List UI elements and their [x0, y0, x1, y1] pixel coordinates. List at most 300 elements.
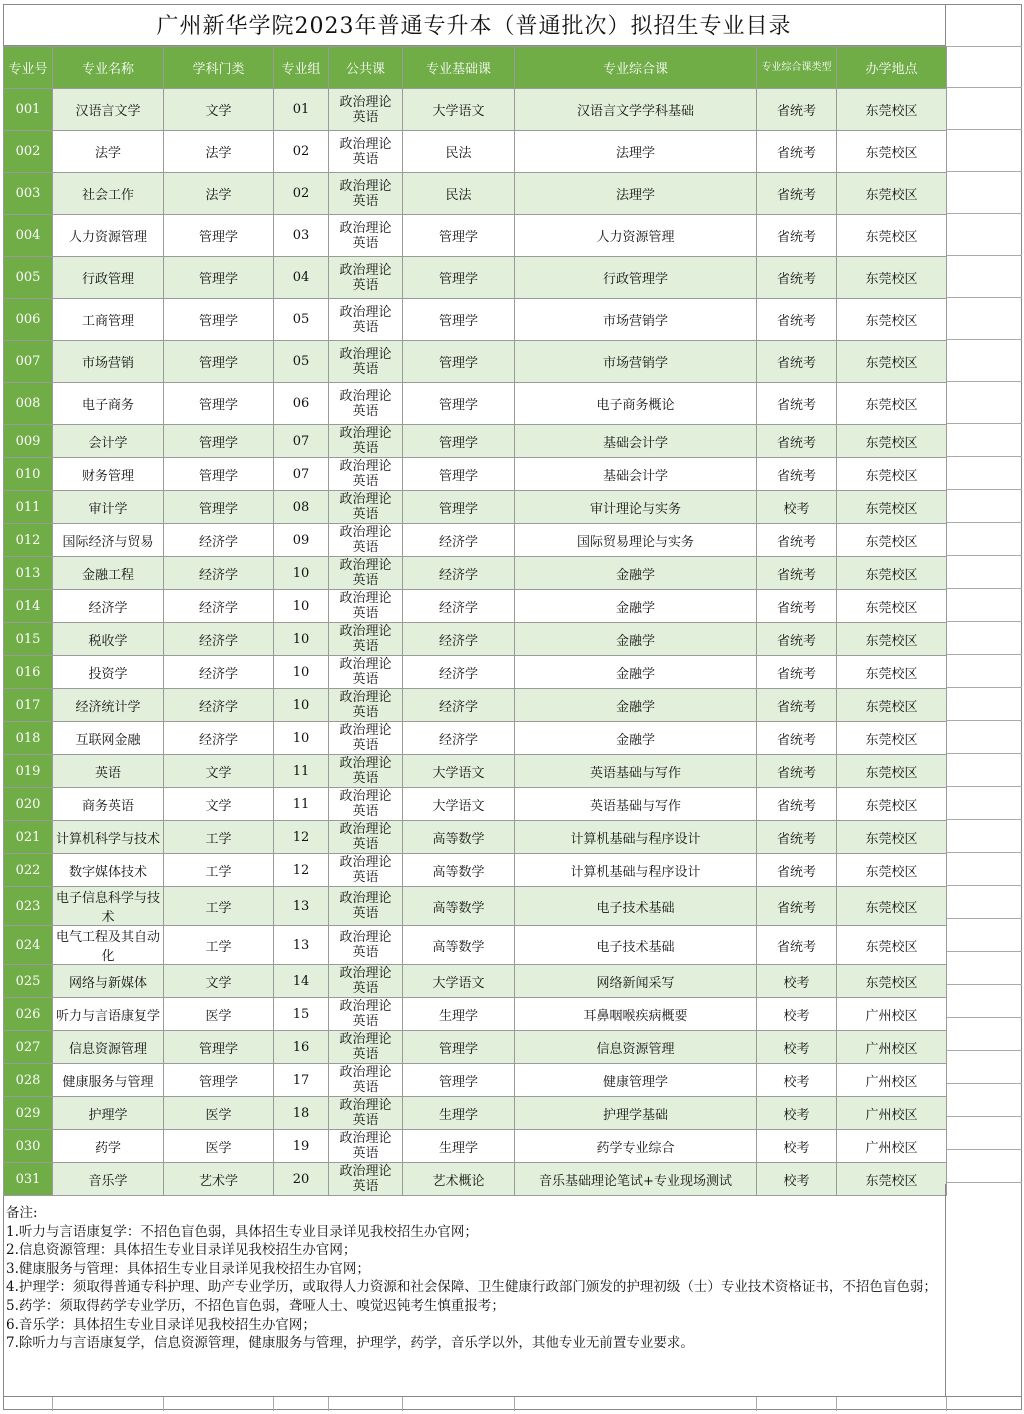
public-course-item: 英语 [352, 1146, 379, 1161]
gridline [946, 885, 1022, 886]
name-cell: 行政管理 [53, 257, 164, 299]
campus-cell: 东莞校区 [837, 788, 947, 821]
public-course-item: 政治理论 [339, 822, 392, 837]
comp-cell: 英语基础与写作 [515, 755, 757, 788]
name-cell: 互联网金融 [53, 722, 164, 755]
group-cell: 04 [274, 257, 329, 299]
public-course-item: 政治理论 [339, 262, 392, 278]
category-cell: 法学 [164, 173, 274, 215]
basic-cell: 管理学 [403, 1064, 515, 1097]
type-cell: 校考 [757, 1097, 837, 1130]
type-cell: 省统考 [757, 788, 837, 821]
public-course-item: 英语 [352, 474, 379, 489]
group-cell: 11 [274, 788, 329, 821]
basic-cell: 民法 [403, 173, 515, 215]
note-item: 4.护理学：须取得普通专科护理、助产专业学历，或取得人力资源和社会保障、卫生健康行政部门颁发的护理初级（士）专业技术资格证书，不招色盲色弱； [6, 1279, 937, 1296]
basic-cell: 经济学 [403, 524, 515, 557]
campus-cell: 广州校区 [837, 998, 947, 1031]
num-cell: 015 [4, 623, 53, 656]
campus-cell: 东莞校区 [837, 590, 947, 623]
comp-cell: 法理学 [515, 131, 757, 173]
table-row [4, 821, 947, 854]
type-cell: 校考 [757, 1064, 837, 1097]
comp-cell: 法理学 [515, 173, 757, 215]
comp-cell: 健康管理学 [515, 1064, 757, 1097]
public-course-cell [329, 131, 403, 173]
basic-cell: 生理学 [403, 1097, 515, 1130]
comp-cell: 英语基础与写作 [515, 788, 757, 821]
public-course-item: 英语 [352, 639, 379, 654]
table-row [4, 257, 947, 299]
num-cell: 001 [4, 89, 53, 131]
gridline [946, 297, 1022, 298]
public-course-item: 英语 [352, 738, 379, 753]
header-cell: 专业组 [274, 47, 329, 89]
public-course-item: 政治理论 [339, 304, 392, 320]
comp-cell: 汉语言文学学科基础 [515, 89, 757, 131]
name-cell: 网络与新媒体 [53, 965, 164, 998]
category-cell: 艺术学 [164, 1163, 274, 1196]
public-course-item: 政治理论 [339, 1164, 392, 1179]
public-course-item: 政治理论 [339, 492, 392, 507]
table-row [4, 557, 947, 590]
category-cell: 经济学 [164, 524, 274, 557]
page-title: 广州新华学院2023年普通专升本（普通批次）拟招生专业目录 [3, 4, 946, 46]
public-course-item: 英语 [352, 672, 379, 687]
comp-cell: 行政管理学 [515, 257, 757, 299]
table-row [4, 524, 947, 557]
gridline [836, 1397, 837, 1411]
gridline [946, 588, 1022, 589]
public-course-cell [329, 965, 403, 998]
category-cell: 管理学 [164, 1064, 274, 1097]
public-course-item: 政治理论 [339, 1131, 392, 1146]
table-row [4, 965, 947, 998]
campus-cell: 东莞校区 [837, 257, 947, 299]
num-cell: 009 [4, 425, 53, 458]
type-cell: 省统考 [757, 89, 837, 131]
campus-cell: 东莞校区 [837, 215, 947, 257]
gridline [946, 381, 1022, 382]
type-cell: 校考 [757, 1031, 837, 1064]
comp-cell: 金融学 [515, 656, 757, 689]
public-course-cell [329, 299, 403, 341]
public-course-item: 政治理论 [339, 657, 392, 672]
basic-cell: 大学语文 [403, 89, 515, 131]
campus-cell: 广州校区 [837, 1031, 947, 1064]
campus-cell: 东莞校区 [837, 299, 947, 341]
public-course-cell [329, 89, 403, 131]
gridline [946, 852, 1022, 853]
category-cell: 经济学 [164, 689, 274, 722]
table-row [4, 926, 947, 965]
public-course-item: 英语 [352, 151, 379, 167]
note-item: 6.音乐学：具体招生专业目录详见我校招生办官网； [6, 1316, 316, 1333]
name-cell: 经济统计学 [53, 689, 164, 722]
comp-cell: 基础会计学 [515, 425, 757, 458]
gridline [163, 1397, 164, 1411]
num-cell: 018 [4, 722, 53, 755]
table-row [4, 656, 947, 689]
campus-cell: 广州校区 [837, 1130, 947, 1163]
header-cell: 专业名称 [53, 47, 164, 89]
name-cell: 社会工作 [53, 173, 164, 215]
campus-cell: 东莞校区 [837, 89, 947, 131]
group-cell: 20 [274, 1163, 329, 1196]
category-cell: 管理学 [164, 491, 274, 524]
campus-cell: 东莞校区 [837, 722, 947, 755]
comp-cell: 药学专业综合 [515, 1130, 757, 1163]
campus-cell: 东莞校区 [837, 821, 947, 854]
public-course-item: 英语 [352, 945, 379, 960]
public-course-cell [329, 590, 403, 623]
category-cell: 经济学 [164, 656, 274, 689]
public-course-item: 政治理论 [339, 723, 392, 738]
type-cell: 省统考 [757, 341, 837, 383]
comp-cell: 金融学 [515, 623, 757, 656]
gridline [946, 819, 1022, 820]
gridline [946, 423, 1022, 424]
group-cell: 17 [274, 1064, 329, 1097]
basic-cell: 经济学 [403, 623, 515, 656]
table-row [4, 383, 947, 425]
campus-cell: 东莞校区 [837, 887, 947, 926]
num-cell: 031 [4, 1163, 53, 1196]
comp-cell: 信息资源管理 [515, 1031, 757, 1064]
note-item: 2.信息资源管理：具体招生专业目录详见我校招生办官网； [6, 1242, 357, 1259]
basic-cell: 经济学 [403, 557, 515, 590]
comp-cell: 金融学 [515, 590, 757, 623]
public-course-item: 政治理论 [339, 966, 392, 981]
campus-cell: 东莞校区 [837, 383, 947, 425]
table-row [4, 1064, 947, 1097]
table-row [4, 788, 947, 821]
category-cell: 工学 [164, 926, 274, 965]
header-cell: 学科门类 [164, 47, 274, 89]
public-course-item: 英语 [352, 319, 379, 335]
public-course-item: 政治理论 [339, 624, 392, 639]
type-cell: 省统考 [757, 299, 837, 341]
num-cell: 028 [4, 1064, 53, 1097]
gridline [756, 1397, 757, 1411]
num-cell: 010 [4, 458, 53, 491]
public-course-item: 英语 [352, 235, 379, 251]
public-course-item: 政治理论 [339, 756, 392, 771]
comp-cell: 审计理论与实务 [515, 491, 757, 524]
gridline [946, 255, 1022, 256]
category-cell: 文学 [164, 755, 274, 788]
public-course-item: 政治理论 [339, 558, 392, 573]
comp-cell: 音乐基础理论笔试+专业现场测试 [515, 1163, 757, 1196]
name-cell: 健康服务与管理 [53, 1064, 164, 1097]
type-cell: 校考 [757, 998, 837, 1031]
name-cell: 审计学 [53, 491, 164, 524]
type-cell: 省统考 [757, 173, 837, 215]
group-cell: 07 [274, 458, 329, 491]
type-cell: 省统考 [757, 383, 837, 425]
table-row [4, 854, 947, 887]
table-header-row [4, 47, 947, 89]
basic-cell: 大学语文 [403, 788, 515, 821]
basic-cell: 高等数学 [403, 926, 515, 965]
header-cell: 专业号 [4, 47, 53, 89]
campus-cell: 东莞校区 [837, 173, 947, 215]
public-course-item: 英语 [352, 771, 379, 786]
table-row [4, 590, 947, 623]
public-course-item: 英语 [352, 403, 379, 419]
public-course-item: 英语 [352, 1113, 379, 1128]
comp-cell: 市场营销学 [515, 341, 757, 383]
type-cell: 省统考 [757, 131, 837, 173]
group-cell: 16 [274, 1031, 329, 1064]
table-row [4, 299, 947, 341]
category-cell: 文学 [164, 89, 274, 131]
table-row [4, 131, 947, 173]
name-cell: 工商管理 [53, 299, 164, 341]
public-course-cell [329, 887, 403, 926]
gridline [273, 1397, 274, 1411]
notes-heading: 备注: [6, 1205, 38, 1221]
campus-cell: 东莞校区 [837, 131, 947, 173]
comp-cell: 人力资源管理 [515, 215, 757, 257]
group-cell: 13 [274, 926, 329, 965]
type-cell: 省统考 [757, 257, 837, 299]
campus-cell: 东莞校区 [837, 755, 947, 788]
public-course-cell [329, 383, 403, 425]
header-cell: 公共课 [329, 47, 403, 89]
gridline [946, 87, 1022, 88]
header-cell: 专业综合课 [515, 47, 757, 89]
gridline [946, 1116, 1022, 1117]
basic-cell: 管理学 [403, 257, 515, 299]
category-cell: 工学 [164, 887, 274, 926]
table-row [4, 341, 947, 383]
category-cell: 管理学 [164, 299, 274, 341]
group-cell: 19 [274, 1130, 329, 1163]
public-course-cell [329, 722, 403, 755]
public-course-item: 政治理论 [339, 220, 392, 236]
campus-cell: 东莞校区 [837, 854, 947, 887]
comp-cell: 金融学 [515, 722, 757, 755]
type-cell: 省统考 [757, 689, 837, 722]
public-course-cell [329, 689, 403, 722]
name-cell: 药学 [53, 1130, 164, 1163]
group-cell: 10 [274, 623, 329, 656]
category-cell: 管理学 [164, 257, 274, 299]
public-course-item: 英语 [352, 109, 379, 125]
note-item: 5.药学：须取得药学专业学历，不招色盲色弱，聋哑人士、嗅觉迟钝考生慎重报考； [6, 1297, 505, 1314]
campus-cell: 广州校区 [837, 1064, 947, 1097]
public-course-item: 英语 [352, 606, 379, 621]
name-cell: 护理学 [53, 1097, 164, 1130]
public-course-cell [329, 458, 403, 491]
public-course-item: 政治理论 [339, 999, 392, 1014]
category-cell: 管理学 [164, 425, 274, 458]
type-cell: 省统考 [757, 887, 837, 926]
notes-list [6, 1204, 944, 1353]
name-cell: 金融工程 [53, 557, 164, 590]
gridline [946, 621, 1022, 622]
public-course-cell [329, 1130, 403, 1163]
campus-cell: 东莞校区 [837, 965, 947, 998]
public-course-cell [329, 557, 403, 590]
public-course-item: 英语 [352, 361, 379, 377]
name-cell: 税收学 [53, 623, 164, 656]
category-cell: 管理学 [164, 341, 274, 383]
basic-cell: 管理学 [403, 215, 515, 257]
public-course-item: 英语 [352, 507, 379, 522]
public-course-item: 英语 [352, 441, 379, 456]
group-cell: 02 [274, 131, 329, 173]
num-cell: 026 [4, 998, 53, 1031]
public-course-cell [329, 491, 403, 524]
public-course-item: 政治理论 [339, 136, 392, 152]
gridline [946, 522, 1022, 523]
gridline [946, 1050, 1022, 1051]
table-row [4, 887, 947, 926]
public-course-item: 政治理论 [339, 930, 392, 945]
basic-cell: 高等数学 [403, 821, 515, 854]
public-course-cell [329, 1031, 403, 1064]
name-cell: 市场营销 [53, 341, 164, 383]
comp-cell: 网络新闻采写 [515, 965, 757, 998]
group-cell: 08 [274, 491, 329, 524]
table-row [4, 1097, 947, 1130]
basic-cell: 管理学 [403, 341, 515, 383]
public-course-cell [329, 788, 403, 821]
category-cell: 工学 [164, 821, 274, 854]
empty-bottom-row [3, 1396, 1022, 1410]
comp-cell: 护理学基础 [515, 1097, 757, 1130]
table-row [4, 722, 947, 755]
group-cell: 15 [274, 998, 329, 1031]
table-row [4, 623, 947, 656]
basic-cell: 大学语文 [403, 755, 515, 788]
num-cell: 029 [4, 1097, 53, 1130]
type-cell: 省统考 [757, 854, 837, 887]
public-course-item: 政治理论 [339, 525, 392, 540]
public-course-item: 政治理论 [339, 388, 392, 404]
group-cell: 05 [274, 299, 329, 341]
num-cell: 030 [4, 1130, 53, 1163]
num-cell: 027 [4, 1031, 53, 1064]
public-course-cell [329, 656, 403, 689]
num-cell: 007 [4, 341, 53, 383]
public-course-item: 政治理论 [339, 591, 392, 606]
campus-cell: 东莞校区 [837, 689, 947, 722]
basic-cell: 民法 [403, 131, 515, 173]
gridline [946, 753, 1022, 754]
group-cell: 11 [274, 755, 329, 788]
group-cell: 18 [274, 1097, 329, 1130]
name-cell: 人力资源管理 [53, 215, 164, 257]
public-course-cell [329, 755, 403, 788]
num-cell: 025 [4, 965, 53, 998]
category-cell: 医学 [164, 1130, 274, 1163]
gridline [946, 654, 1022, 655]
num-cell: 005 [4, 257, 53, 299]
num-cell: 003 [4, 173, 53, 215]
basic-cell: 管理学 [403, 1031, 515, 1064]
group-cell: 14 [274, 965, 329, 998]
type-cell: 省统考 [757, 425, 837, 458]
group-cell: 10 [274, 722, 329, 755]
group-cell: 06 [274, 383, 329, 425]
category-cell: 医学 [164, 1097, 274, 1130]
category-cell: 管理学 [164, 383, 274, 425]
campus-cell: 东莞校区 [837, 623, 947, 656]
type-cell: 校考 [757, 491, 837, 524]
table-row [4, 458, 947, 491]
campus-cell: 东莞校区 [837, 425, 947, 458]
table-row [4, 755, 947, 788]
basic-cell: 管理学 [403, 425, 515, 458]
comp-cell: 电子技术基础 [515, 887, 757, 926]
public-course-item: 政治理论 [339, 1032, 392, 1047]
gridline [946, 1017, 1022, 1018]
campus-cell: 东莞校区 [837, 458, 947, 491]
name-cell: 计算机科学与技术 [53, 821, 164, 854]
campus-cell: 广州校区 [837, 1097, 947, 1130]
group-cell: 10 [274, 557, 329, 590]
group-cell: 01 [274, 89, 329, 131]
num-cell: 004 [4, 215, 53, 257]
table-row [4, 491, 947, 524]
basic-cell: 经济学 [403, 656, 515, 689]
gridline [946, 171, 1022, 172]
public-course-item: 英语 [352, 193, 379, 209]
name-cell: 电子商务 [53, 383, 164, 425]
campus-cell: 东莞校区 [837, 557, 947, 590]
gridline [402, 1397, 403, 1411]
gridline [946, 984, 1022, 985]
type-cell: 校考 [757, 1163, 837, 1196]
comp-cell: 基础会计学 [515, 458, 757, 491]
category-cell: 法学 [164, 131, 274, 173]
gridline [946, 687, 1022, 688]
basic-cell: 生理学 [403, 998, 515, 1031]
group-cell: 07 [274, 425, 329, 458]
num-cell: 023 [4, 887, 53, 926]
basic-cell: 经济学 [403, 722, 515, 755]
group-cell: 03 [274, 215, 329, 257]
note-item: 7.除听力与言语康复学，信息资源管理，健康服务与管理，护理学，药学，音乐学以外，其他专业无前置专业要求。 [6, 1335, 694, 1352]
basic-cell: 经济学 [403, 689, 515, 722]
public-course-item: 英语 [352, 277, 379, 293]
name-cell: 会计学 [53, 425, 164, 458]
public-course-item: 政治理论 [339, 94, 392, 110]
category-cell: 工学 [164, 854, 274, 887]
num-cell: 021 [4, 821, 53, 854]
gridline [946, 720, 1022, 721]
gridline [946, 1397, 947, 1411]
num-cell: 011 [4, 491, 53, 524]
public-course-item: 英语 [352, 1047, 379, 1062]
public-course-cell [329, 854, 403, 887]
group-cell: 12 [274, 854, 329, 887]
comp-cell: 计算机基础与程序设计 [515, 854, 757, 887]
num-cell: 002 [4, 131, 53, 173]
comp-cell: 金融学 [515, 689, 757, 722]
type-cell: 省统考 [757, 656, 837, 689]
public-course-item: 英语 [352, 573, 379, 588]
group-cell: 09 [274, 524, 329, 557]
public-course-item: 政治理论 [339, 1098, 392, 1113]
type-cell: 省统考 [757, 821, 837, 854]
name-cell: 财务管理 [53, 458, 164, 491]
table-row [4, 173, 947, 215]
public-course-item: 政治理论 [339, 789, 392, 804]
